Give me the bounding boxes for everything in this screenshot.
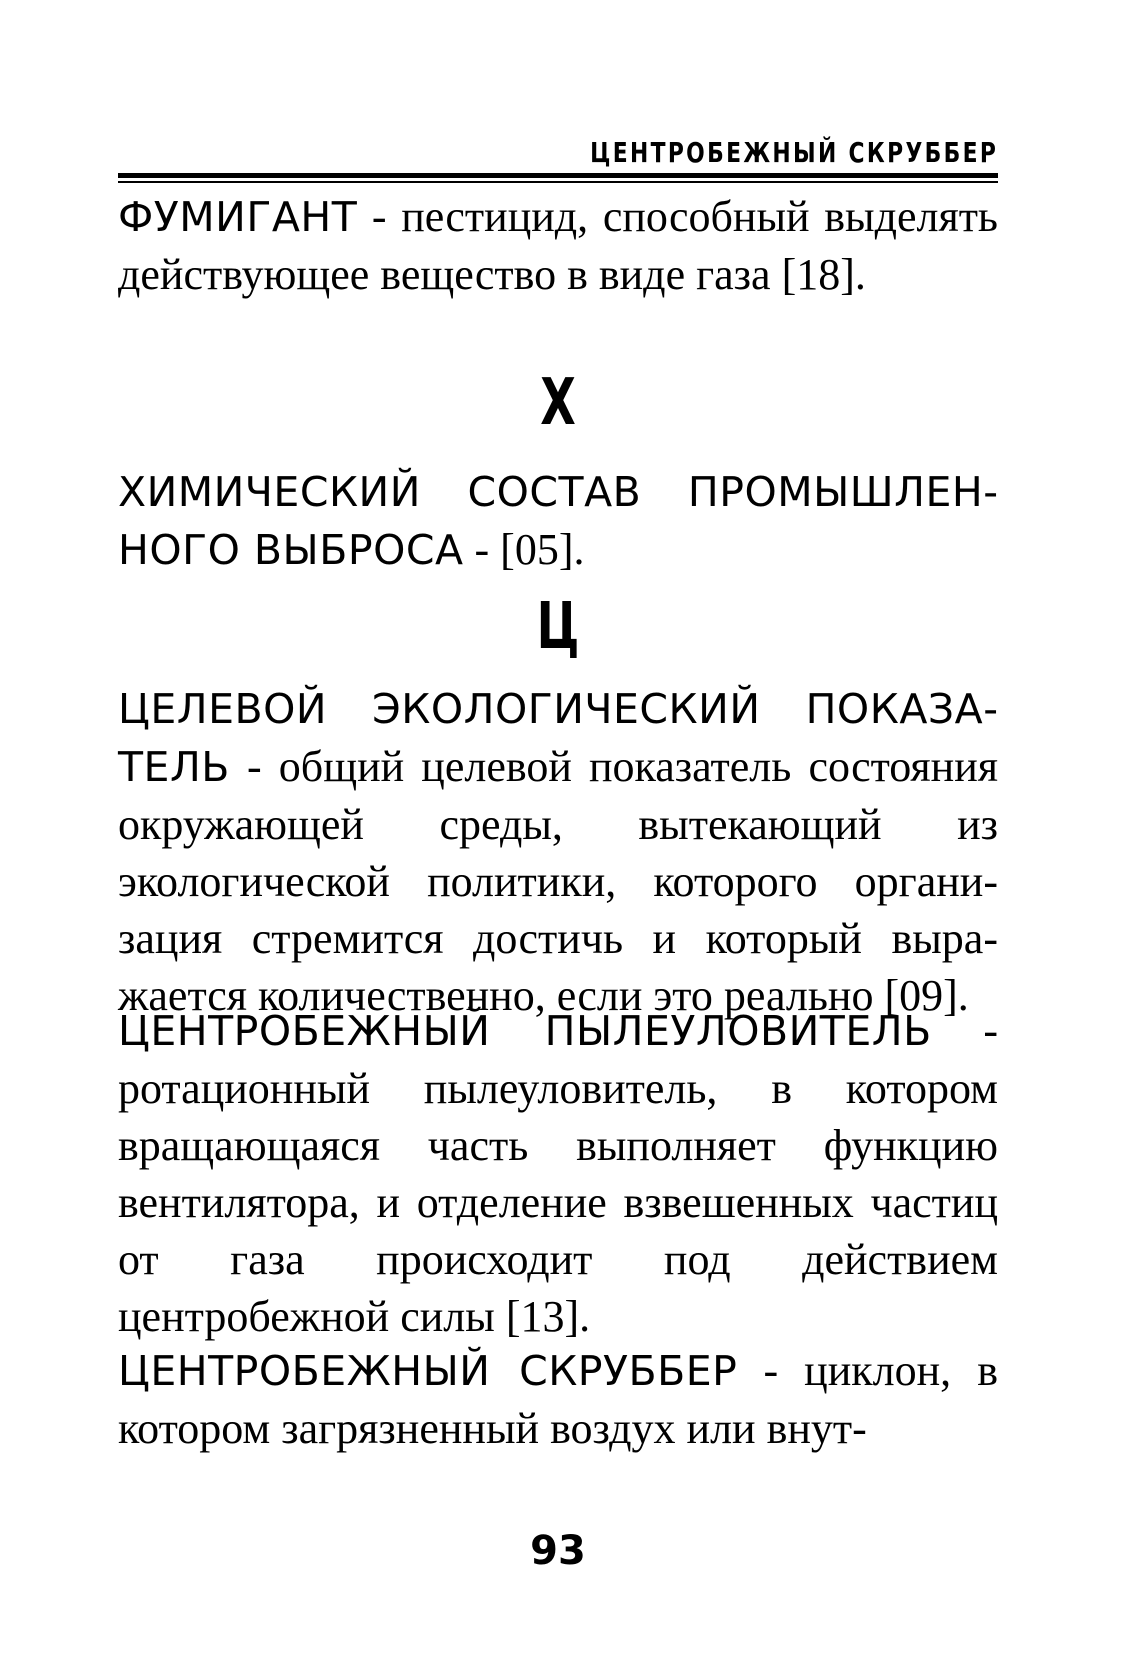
running-head: ЦЕНТРОБЕЖНЫЙ СКРУББЕР (589, 136, 998, 169)
entry-centrifugal-scrubber (118, 1342, 998, 1457)
entry-definition: - пестицид, способный выделять действующее вещество в виде газа [18]. (118, 192, 998, 299)
header-rule-thick (118, 173, 998, 178)
entry-term: ЦЕНТРОБЕЖНЫЙ СКРУББЕР (118, 1347, 738, 1395)
entry-term: ФУМИГАНТ (118, 193, 358, 241)
entry-definition: - циклон, в котором загрязненный воздух или внут- (118, 1346, 998, 1453)
entry-target-indicator (118, 680, 998, 1024)
entry-definition: - [05]. (463, 525, 585, 574)
book-page (118, 0, 998, 1669)
entry-term: ЦЕНТРОБЕЖНЫЙ ПЫЛЕУЛОВИТЕЛЬ (118, 1007, 932, 1055)
entry-chemical-composition (118, 463, 998, 579)
entry-definition: - ротационный пылеуловитель, в котором вращающаяся часть выполняет функцию вентилятора, и отделение взвешенных частиц от газа происходит под действием центробежной силы [13]. (118, 1006, 999, 1341)
entry-definition: - общий целевой показатель состояния окружающей среды, вытекающий из экологической политики, которого организация стремится достичь и который выражается количественно, если это реально [09]. (118, 742, 998, 1020)
entry-fumigant (118, 188, 998, 303)
section-letter-kha: Х (540, 366, 576, 440)
entry-term: ХИМИЧЕСКИЙ СОСТАВ ПРОМЫШЛЕННОГО ВЫБРОСА (118, 468, 998, 574)
page-number: 93 (530, 1528, 586, 1574)
header-rule-thin (118, 181, 998, 183)
entry-term: ЦЕЛЕВОЙ ЭКОЛОГИЧЕСКИЙ ПОКАЗАТЕЛЬ (118, 685, 998, 791)
entry-centrifugal-dust-collector (118, 1002, 998, 1345)
section-letter-tse: Ц (536, 590, 580, 664)
